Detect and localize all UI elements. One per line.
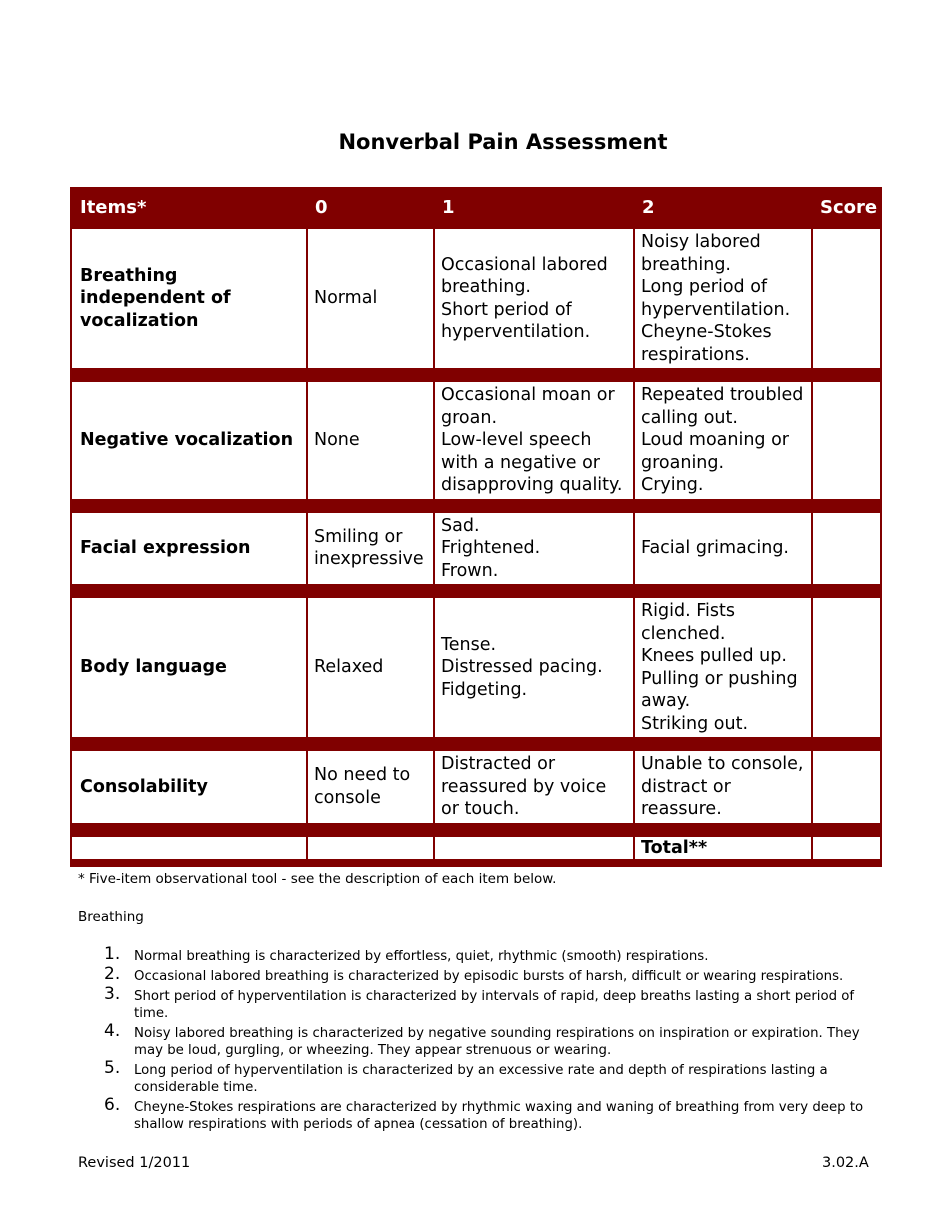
cell-line: Striking out.: [641, 713, 749, 734]
list-item-number: 5.: [104, 1058, 121, 1078]
score-0-description: [307, 597, 434, 738]
cell-line: Tense.: [441, 634, 497, 655]
list-item-number: 2.: [104, 964, 121, 984]
table-body: [71, 228, 881, 867]
cell-line: Distracted or reassured by voice or touch.: [441, 754, 607, 819]
cell-line: Noisy labored breathing.: [641, 232, 761, 275]
score-cell[interactable]: [812, 597, 881, 738]
score-1-description: [434, 512, 634, 586]
list-item-number: 3.: [104, 984, 121, 1004]
row-divider-bar: [71, 369, 881, 381]
header-score: Score: [812, 187, 881, 228]
cell-line: Sad.: [441, 515, 480, 536]
cell-line: Fidgeting.: [441, 679, 528, 700]
table-row: [71, 228, 881, 369]
score-0-description: [307, 750, 434, 824]
score-1-description: [434, 381, 634, 500]
list-item-text: Noisy labored breathing is characterized by negative sounding respirations on inspiration or expiration. They may be loud, gurgling, or wheezing. They appear strenuous or wearing.: [134, 1026, 860, 1058]
score-2-description: [634, 512, 812, 586]
list-item-number: 4.: [104, 1021, 121, 1041]
cell-line: Frightened.: [441, 538, 541, 558]
cell-line: Occasional moan or groan.: [441, 385, 615, 428]
score-cell[interactable]: [812, 381, 881, 500]
footer-revision: Revised 1/2011: [78, 1155, 191, 1171]
cell-line: Long period of hyperventilation.: [641, 277, 791, 320]
empty-cell: [434, 836, 634, 861]
page-title: Nonverbal Pain Assessment: [338, 130, 668, 154]
cell-line: Occasional labored breathing.: [441, 254, 608, 297]
score-2-description: [634, 750, 812, 824]
cell-line: Loud moaning or groaning.: [641, 430, 790, 473]
footer-doc-number: 3.02.A: [822, 1155, 869, 1171]
list-item-text: Cheyne-Stokes respirations are characterized by rhythmic waxing and waning of breathing from very deep to shallow respirations with periods of apnea (cessation of breathing).: [134, 1100, 864, 1132]
list-item: [100, 1058, 870, 1096]
cell-line: Crying.: [641, 475, 704, 495]
list-item-text: Normal breathing is characterized by effortless, quiet, rhythmic (smooth) respirations.: [134, 949, 709, 964]
list-item-text: Short period of hyperventilation is characterized by intervals of rapid, deep breaths lasting a short period of time.: [134, 989, 855, 1021]
cell-line: Distressed pacing.: [441, 657, 603, 678]
cell-line: Cheyne-Stokes respirations.: [641, 322, 772, 365]
cell-line: Pulling or pushing away.: [641, 668, 798, 711]
table-row: [71, 597, 881, 738]
row-divider-bar: [71, 500, 881, 512]
cell-line: Short period of hyperventilation.: [441, 299, 591, 342]
header-score-2: 2: [634, 187, 812, 228]
footnote: * Five-item observational tool - see the description of each item below.: [78, 871, 557, 887]
header-items: Items*: [71, 187, 307, 228]
score-0-description: [307, 512, 434, 586]
row-divider: [71, 500, 881, 512]
table-row: [71, 512, 881, 586]
table-bottom-bar: [71, 860, 881, 867]
list-item: [100, 964, 870, 985]
cell-line: Unable to console, distract or reassure.: [641, 754, 804, 819]
row-divider: [71, 738, 881, 750]
cell-line: Rigid. Fists clenched.: [641, 601, 735, 644]
score-1-description: [434, 228, 634, 369]
score-cell[interactable]: [812, 512, 881, 586]
cell-line: Repeated troubled calling out.: [641, 385, 804, 428]
score-0-description: [307, 381, 434, 500]
pain-assessment-table: [70, 187, 882, 867]
row-divider: [71, 824, 881, 836]
cell-line: Facial grimacing.: [641, 538, 789, 558]
list-item: [100, 1021, 870, 1059]
total-score-cell[interactable]: [812, 836, 881, 861]
row-divider-bar: [71, 738, 881, 750]
score-1-description: [434, 750, 634, 824]
item-name: Body language: [71, 597, 307, 738]
score-0-description: [307, 228, 434, 369]
item-name: Negative vocalization: [71, 381, 307, 500]
empty-cell: [307, 836, 434, 861]
table-row: [71, 381, 881, 500]
cell-line: Knees pulled up.: [641, 646, 787, 666]
list-item-text: Long period of hyperventilation is characterized by an excessive rate and depth of respirations lasting a considerable time.: [134, 1063, 828, 1095]
score-cell[interactable]: [812, 228, 881, 369]
total-label: Total**: [634, 836, 812, 861]
score-1-description: [434, 597, 634, 738]
score-2-description: [634, 381, 812, 500]
list-item: [100, 984, 870, 1022]
total-row: [71, 836, 881, 861]
list-item-number: 6.: [104, 1095, 121, 1115]
row-divider-bar: [71, 585, 881, 597]
list-item: [100, 1095, 870, 1133]
list-item-number: 1.: [104, 944, 121, 964]
header-score-0: 0: [307, 187, 434, 228]
cell-line: Smiling or inexpressive: [314, 526, 424, 570]
item-name: Consolability: [71, 750, 307, 824]
table-bottom-border: [71, 860, 881, 867]
item-name: Facial expression: [71, 512, 307, 586]
row-divider: [71, 585, 881, 597]
cell-line: No need to console: [314, 765, 411, 808]
row-divider: [71, 369, 881, 381]
score-2-description: [634, 597, 812, 738]
cell-line: None: [314, 430, 360, 450]
score-2-description: [634, 228, 812, 369]
empty-cell: [71, 836, 307, 861]
list-item-text: Occasional labored breathing is characterized by episodic bursts of harsh, difficult or wearing respirations.: [134, 969, 844, 984]
section-heading: Breathing: [78, 909, 144, 925]
cell-line: Relaxed: [314, 657, 384, 678]
cell-line: Normal: [314, 288, 378, 309]
cell-line: Low-level speech with a negative or disapproving quality.: [441, 430, 623, 495]
row-divider-bar: [71, 824, 881, 836]
item-name: Breathing independent of vocalization: [71, 228, 307, 369]
description-list: [100, 944, 870, 1136]
score-cell[interactable]: [812, 750, 881, 824]
list-item: [100, 944, 870, 965]
header-score-1: 1: [434, 187, 634, 228]
table-row: [71, 750, 881, 824]
table-header-row: [71, 187, 881, 228]
cell-line: Frown.: [441, 560, 499, 581]
